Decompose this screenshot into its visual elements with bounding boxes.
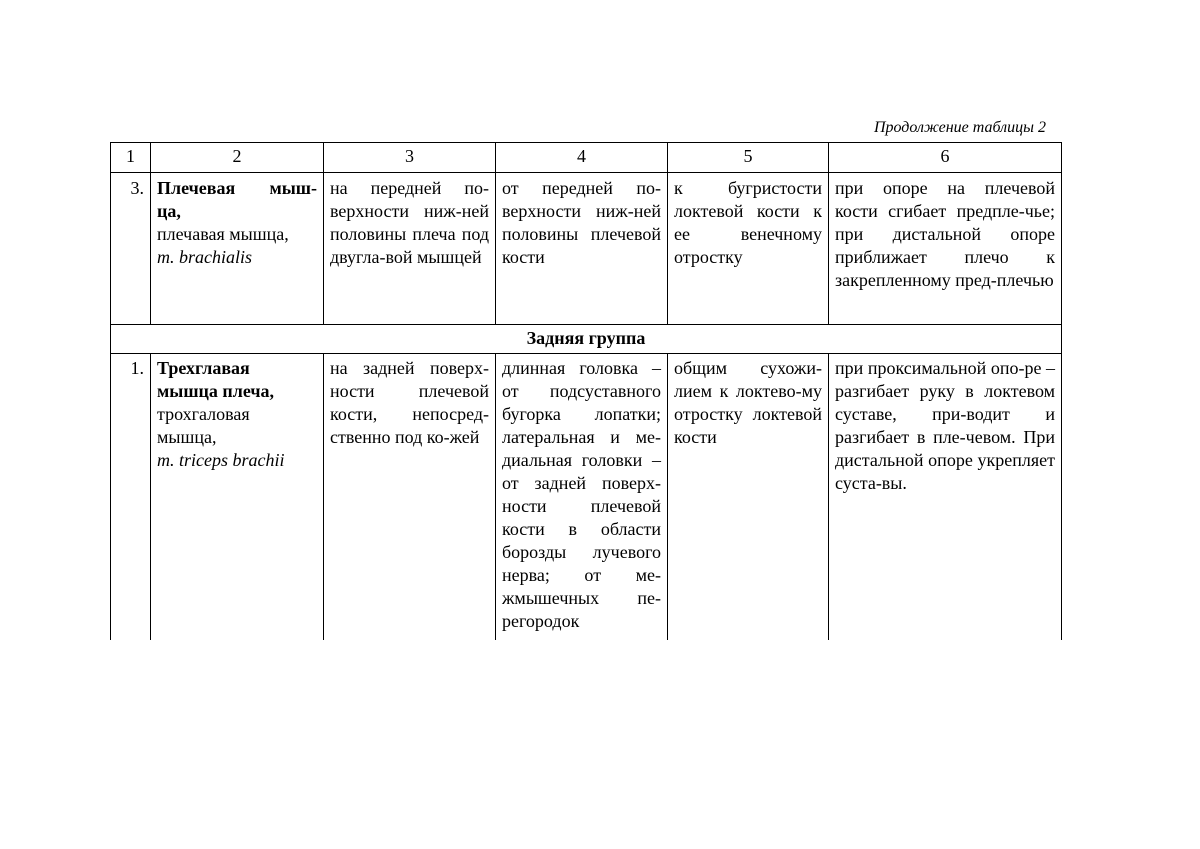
origin-location-cell: на передней по-верхности ниж-ней половины плеча под двугла-вой мышцей	[324, 173, 496, 325]
muscle-name-latin: m. triceps brachii	[157, 450, 285, 470]
table-row	[111, 354, 1062, 640]
row-number: 1.	[111, 354, 151, 640]
table-header-row	[111, 143, 1062, 173]
header-cell: 6	[829, 143, 1062, 173]
header-cell: 5	[668, 143, 829, 173]
muscle-table	[110, 142, 1062, 640]
muscle-name-cell	[151, 173, 324, 325]
muscle-name-bold: ца,	[157, 201, 181, 221]
muscle-name-bold: Трехглавая	[157, 358, 250, 378]
table-row	[111, 173, 1062, 325]
header-cell: 2	[151, 143, 324, 173]
muscle-name-bold: Плечевая мыш-	[157, 178, 317, 198]
group-title: Задняя группа	[111, 325, 1062, 354]
header-cell: 4	[496, 143, 668, 173]
origin-cell: от передней по-верхности ниж-ней половины плечевой кости	[496, 173, 668, 325]
function-cell: при проксимальной опо-ре – разгибает руку в локтевом суставе, при-водит и разгибает в пле-чевом. При дистальной опоре укрепляет суста-вы.	[829, 354, 1062, 640]
muscle-name-cell	[151, 354, 324, 640]
row-number: 3.	[111, 173, 151, 325]
insertion-cell: к бугристости локтевой кости к ее венечному отростку	[668, 173, 829, 325]
origin-cell: длинная головка – от подсуставного бугорка лопатки; латеральная и ме-диальная головки – от задней поверх-ности плечевой кости в области борозды лучевого нерва; от ме-жмышечных пе-регородок	[496, 354, 668, 640]
muscle-name-alt: мышца,	[157, 427, 217, 447]
muscle-name-latin: m. brachialis	[157, 247, 253, 267]
origin-location-cell: на задней поверх-ности плечевой кости, непосред-ственно под ко-жей	[324, 354, 496, 640]
function-cell: при опоре на плечевой кости сгибает предпле-чье; при дистальной опоре приближает плечо к закрепленному пред-плечью	[829, 173, 1062, 325]
table-caption: Продолжение таблицы 2	[873, 119, 1046, 136]
muscle-name-alt: трохгаловая	[157, 404, 250, 424]
header-cell: 1	[111, 143, 151, 173]
insertion-cell: общим сухожи-лием к локтево-му отростку локтевой кости	[668, 354, 829, 640]
header-cell: 3	[324, 143, 496, 173]
muscle-name-alt: плечавая мышца,	[157, 224, 289, 244]
group-row	[111, 325, 1062, 354]
muscle-name-bold: мышца плеча,	[157, 381, 275, 401]
